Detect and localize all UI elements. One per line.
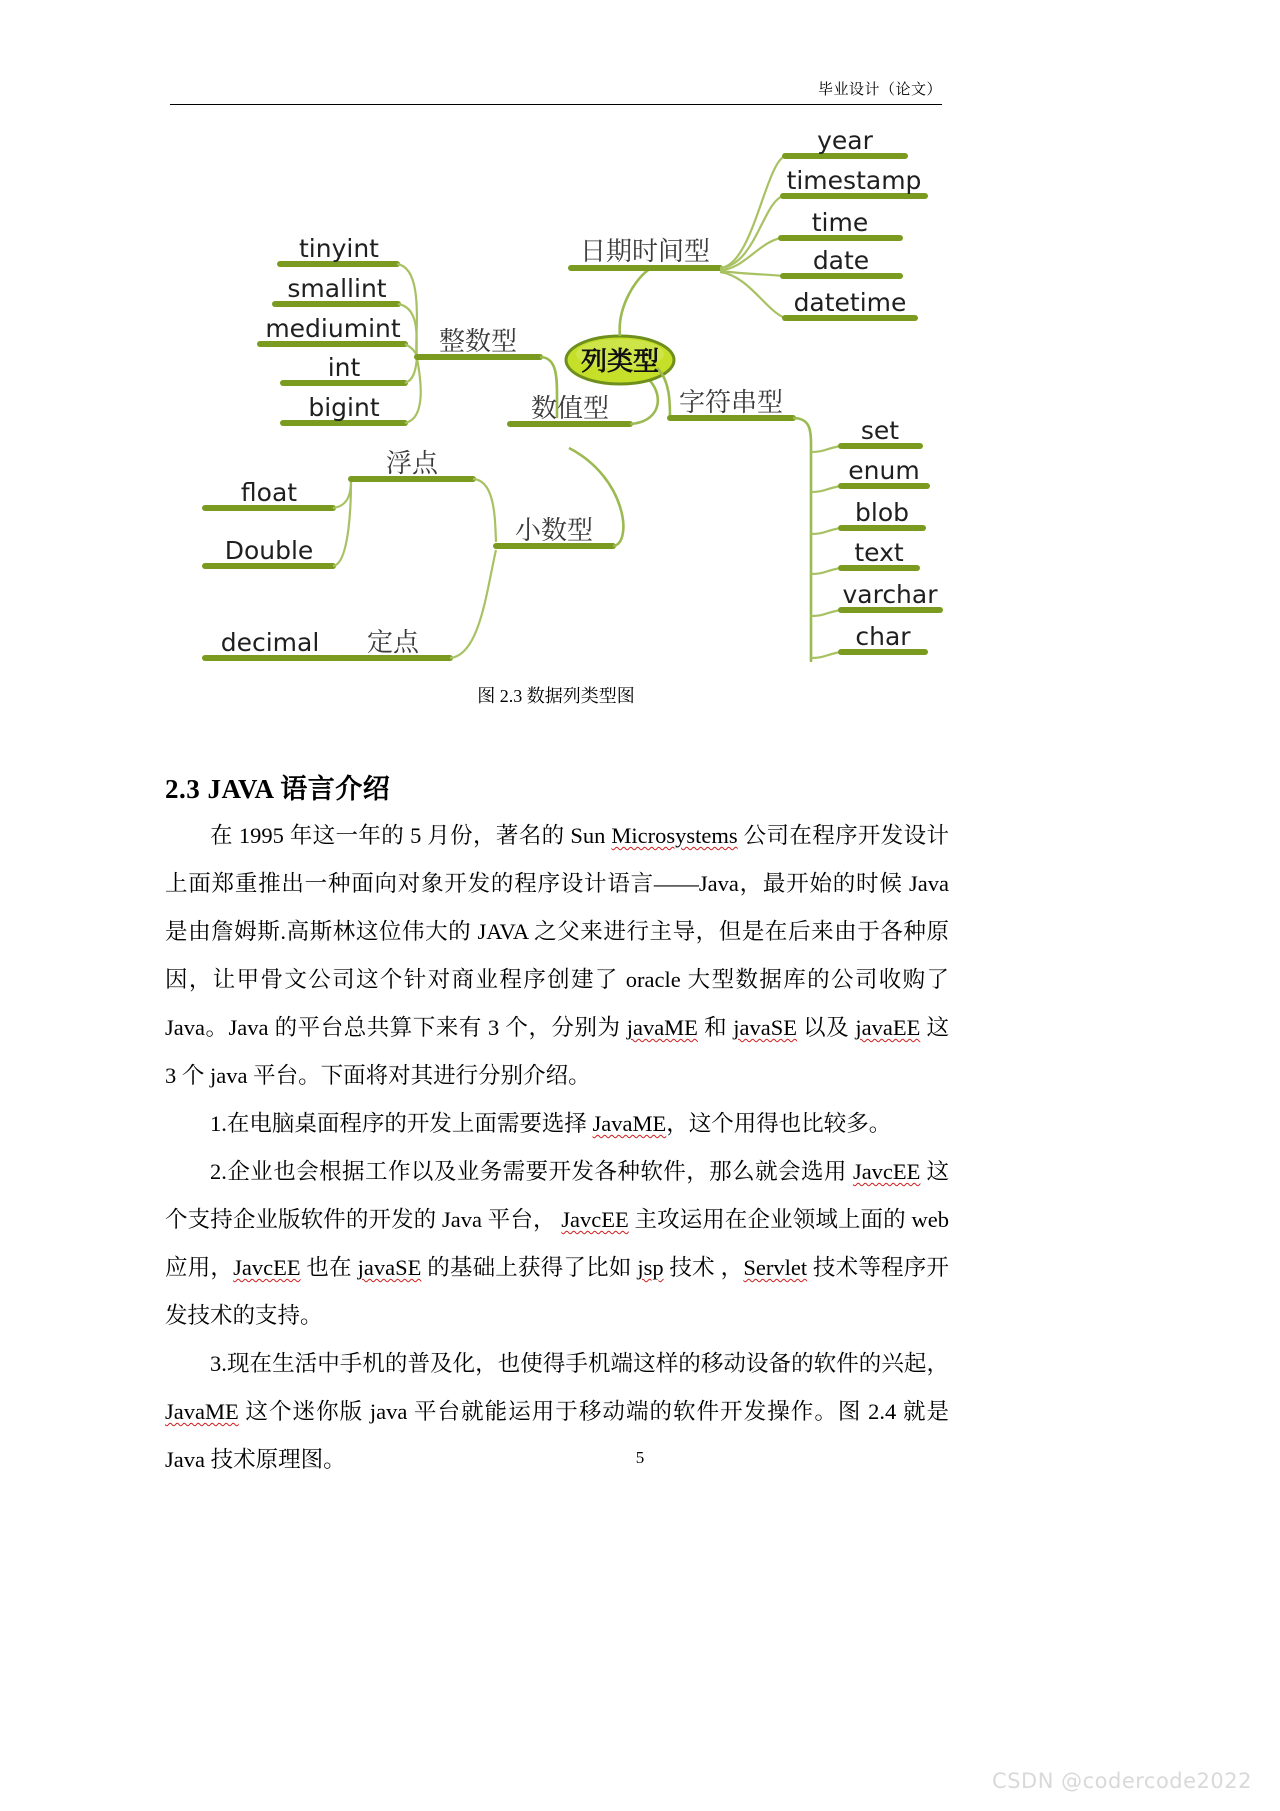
paragraph: [165, 1148, 949, 1340]
running-header: 毕业设计（论文）: [817, 82, 942, 98]
label-tinyint: tinyint: [299, 234, 379, 263]
header-rule: [170, 104, 942, 105]
spellcheck-run: Microsystems: [611, 823, 738, 848]
label-datetime: datetime: [793, 288, 907, 317]
label-year: year: [817, 126, 873, 155]
label-decimal: decimal: [220, 628, 320, 657]
paragraph: [165, 1100, 949, 1148]
watermark: CSDN @codercode2022: [992, 1769, 1252, 1793]
label-int: int: [327, 353, 361, 382]
label-root-column-type: 列类型: [580, 347, 660, 376]
spellcheck-run: JavcEE: [852, 1159, 921, 1184]
text-run: 3.现在生活中手机的普及化，也使得手机端这样的移动设备的软件的兴起，: [210, 1351, 949, 1376]
label-set: set: [860, 416, 900, 445]
label-float: float: [240, 478, 298, 507]
label-enum: enum: [848, 456, 920, 485]
label-integer-type: 整数型: [438, 327, 518, 356]
text-run: 2.企业也会根据工作以及业务需要开发各种软件，那么就会选用: [210, 1159, 853, 1184]
label-text: text: [854, 538, 904, 567]
text-run: ，这个用得也比较多。: [666, 1111, 892, 1136]
page-number: 5: [635, 1448, 645, 1467]
spellcheck-run: javaME: [626, 1015, 698, 1040]
label-blob: blob: [855, 498, 909, 527]
spellcheck-run: JavcEE: [233, 1255, 301, 1280]
label-datetime-type: 日期时间型: [579, 237, 711, 266]
label-date: date: [812, 246, 870, 275]
figure-data-column-types: [165, 118, 955, 678]
section-heading: 2.3 JAVA 语言介绍: [165, 774, 391, 805]
text-run: 1.在电脑桌面程序的开发上面需要选择: [210, 1111, 593, 1136]
paragraph: [165, 812, 949, 1100]
text-run: 技术 ，: [663, 1255, 744, 1280]
spellcheck-run: javaSE: [733, 1015, 797, 1040]
text-run: 这个迷你版 java 平台就能运用于移动端的软件开发操作。图 2.4 就是 Java 技术原理图。: [165, 1399, 949, 1472]
body-text: [165, 812, 949, 1484]
spellcheck-run: javaSE: [357, 1255, 422, 1280]
spellcheck-run: javaEE: [855, 1015, 921, 1040]
text-run: 公司在程序开发设计上面郑重推出一种面向对象开发的程序设计语言——Java，最开始的时候 Java 是由詹姆斯.高斯林这位伟大的 JAVA 之父来进行主导，但是在后来由于各种原因，让甲骨文公司这个针对商业程序创建了 oracle 大型数据库的公司收购了 Java。Java 的平台总共算下来有 3 个，分别为: [165, 823, 949, 1040]
text-run: 也在: [300, 1255, 358, 1280]
spellcheck-run: JavaME: [592, 1111, 667, 1136]
label-double: Double: [224, 536, 314, 565]
text-run: 的基础上获得了比如: [421, 1255, 638, 1280]
text-run: 以及: [797, 1015, 856, 1040]
label-fixed-point: 定点: [366, 628, 420, 657]
text-run: 这 3 个 java 平台。下面将对其进行分别介绍。: [165, 1015, 949, 1088]
spellcheck-run: jsp: [637, 1255, 664, 1280]
label-mediumint: mediumint: [265, 314, 401, 343]
label-time: time: [811, 208, 869, 237]
label-smallint: smallint: [287, 274, 387, 303]
spellcheck-run: JavcEE: [561, 1207, 629, 1232]
text-run: 和: [697, 1015, 734, 1040]
mindmap-diagram: [165, 118, 955, 678]
label-decimal-type: 小数型: [514, 516, 594, 545]
text-run: 这个支持企业版软件的开发的 Java 平台，: [165, 1159, 949, 1232]
text-run: 在 1995 年这一年的 5 月份，著名的 Sun: [210, 823, 612, 848]
label-char: char: [855, 622, 911, 651]
label-numeric-type: 数值型: [530, 394, 610, 423]
label-timestamp: timestamp: [786, 166, 922, 195]
label-string-type: 字符串型: [678, 388, 784, 417]
text-run: 技术等程序开发技术的支持。: [165, 1255, 949, 1328]
figure-caption: 图 2.3 数据列类型图: [477, 686, 635, 706]
label-bigint: bigint: [308, 393, 380, 422]
label-floating-point: 浮点: [385, 449, 439, 478]
text-run: 主攻运用在企业领域上面的 web 应用，: [165, 1207, 949, 1280]
label-varchar: varchar: [842, 580, 938, 609]
spellcheck-run: Servlet: [743, 1255, 808, 1280]
spellcheck-run: JavaME: [165, 1399, 239, 1424]
